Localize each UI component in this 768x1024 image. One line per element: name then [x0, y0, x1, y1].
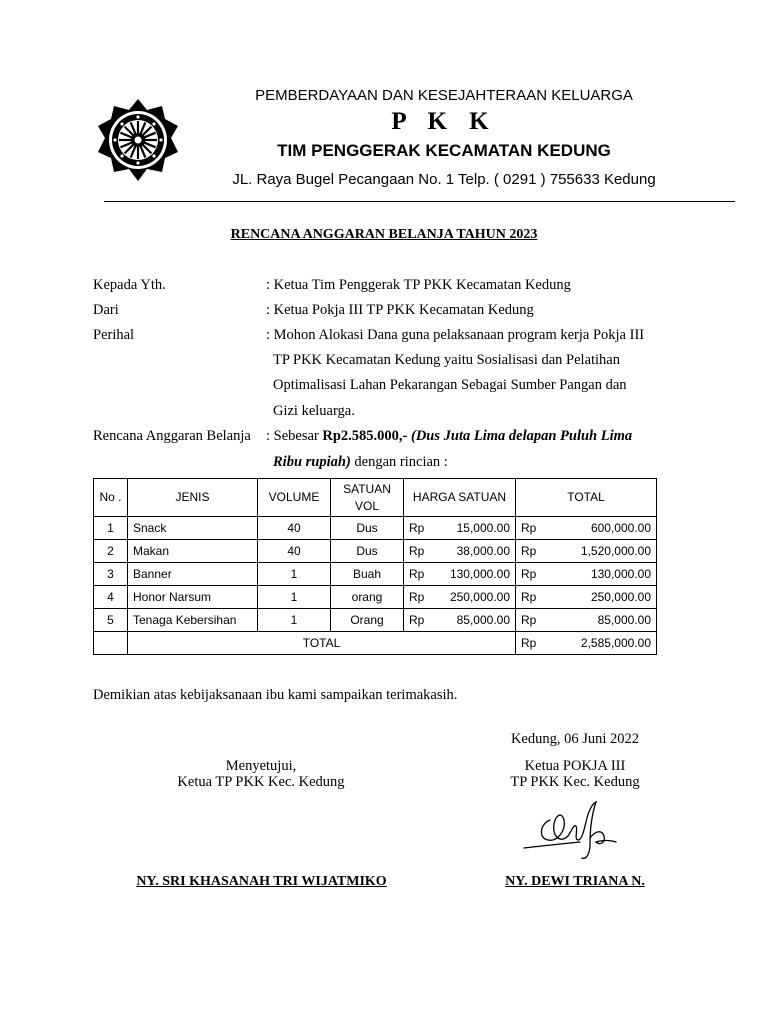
header-address: JL. Raya Bugel Pecangaan No. 1 Telp. ( 0291 ) 755633 Kedung — [232, 171, 656, 188]
cell-satuan: Dus — [331, 540, 404, 563]
grand-total-currency: Rp — [521, 636, 537, 650]
cell-volume: 1 — [258, 586, 331, 609]
total-value: 600,000.00 — [590, 521, 651, 535]
cell-jenis: Makan — [128, 540, 258, 563]
header-satuan: SATUAN VOL — [331, 479, 404, 517]
total-label: TOTAL — [128, 632, 516, 655]
rab-words-1: (Dus Juta Lima delapan Puluh Lima — [411, 428, 633, 444]
total-currency: Rp — [521, 544, 537, 558]
cell-satuan: orang — [331, 586, 404, 609]
left-sign-line-1: Menyetujui, — [225, 758, 297, 774]
pkk-logo-icon — [96, 98, 180, 182]
harga-currency: Rp — [409, 544, 425, 558]
rab-value — [266, 428, 632, 445]
rab-label: Rencana Anggaran Belanja — [93, 428, 251, 444]
rab-words-2: Ribu rupiah) — [273, 454, 351, 470]
cell-empty — [94, 632, 128, 655]
total-value: 1,520,000.00 — [580, 544, 651, 558]
header-jenis: JENIS — [128, 479, 258, 517]
cell-no: 3 — [94, 563, 128, 586]
perihal-line-4: Gizi keluarga. — [273, 403, 355, 419]
header-pkk: P K K — [391, 108, 497, 135]
total-currency: Rp — [521, 567, 537, 581]
header-organization: PEMBERDAYAAN DAN KESEJAHTERAAN KELUARGA — [255, 87, 633, 104]
harga-currency: Rp — [409, 567, 425, 581]
right-sign-line-1: Ketua POKJA III — [524, 758, 626, 774]
cell-no: 1 — [94, 517, 128, 540]
budget-table — [93, 478, 657, 655]
cell-jenis: Honor Narsum — [128, 586, 258, 609]
total-currency: Rp — [521, 590, 537, 604]
cell-volume: 1 — [258, 609, 331, 632]
grand-total-value: 2,585,000.00 — [580, 636, 651, 650]
cell-total — [516, 517, 657, 540]
left-sign-line-2: Ketua TP PKK Kec. Kedung — [177, 774, 345, 790]
perihal-label: Perihal — [93, 327, 135, 343]
signature-image — [520, 800, 620, 866]
cell-no: 2 — [94, 540, 128, 563]
harga-currency: Rp — [409, 590, 425, 604]
table-row — [94, 609, 657, 632]
cell-harga — [404, 563, 516, 586]
harga-currency: Rp — [409, 521, 425, 535]
cell-jenis: Snack — [128, 517, 258, 540]
cell-harga — [404, 517, 516, 540]
cell-total — [516, 586, 657, 609]
perihal-line-3: Optimalisasi Lahan Pekarangan Sebagai Sumber Pangan dan — [273, 377, 627, 393]
perihal-line-1: : Mohon Alokasi Dana guna pelaksanaan program kerja Pokja III — [266, 327, 645, 343]
dari-label: Dari — [93, 302, 119, 318]
rab-value-line-2 — [273, 454, 448, 471]
letter-date: Kedung, 06 Juni 2022 — [510, 731, 640, 747]
header-team: TIM PENGGERAK KECAMATAN KEDUNG — [277, 141, 611, 160]
perihal-line-2: TP PKK Kecamatan Kedung yaitu Sosialisasi dan Pelatihan — [273, 352, 620, 368]
header-no: No . — [94, 479, 128, 517]
cell-no: 5 — [94, 609, 128, 632]
total-value: 130,000.00 — [590, 567, 651, 581]
total-currency: Rp — [521, 521, 537, 535]
total-value: 85,000.00 — [597, 613, 651, 627]
dari-value: : Ketua Pokja III TP PKK Kecamatan Kedung — [266, 302, 534, 318]
rab-amount: Rp2.585.000,- — [322, 428, 408, 444]
cell-harga — [404, 586, 516, 609]
cell-satuan: Dus — [331, 517, 404, 540]
table-row — [94, 517, 657, 540]
cell-total — [516, 563, 657, 586]
header-total: TOTAL — [516, 479, 657, 517]
total-currency: Rp — [521, 613, 537, 627]
cell-grand-total — [516, 632, 657, 655]
table-header-row — [94, 479, 657, 517]
cell-satuan: Buah — [331, 563, 404, 586]
cell-volume: 40 — [258, 540, 331, 563]
harga-value: 130,000.00 — [449, 567, 510, 581]
cell-jenis: Tenaga Kebersihan — [128, 609, 258, 632]
total-value: 250,000.00 — [590, 590, 651, 604]
header-divider — [104, 201, 735, 202]
kepada-label: Kepada Yth. — [93, 277, 166, 293]
table-row — [94, 586, 657, 609]
kepada-value: : Ketua Tim Penggerak TP PKK Kecamatan Kedung — [266, 277, 571, 293]
table-row — [94, 540, 657, 563]
cell-satuan: Orang — [331, 609, 404, 632]
harga-value: 250,000.00 — [449, 590, 510, 604]
cell-total — [516, 609, 657, 632]
rab-suffix: dengan rincian : — [350, 454, 448, 470]
header-volume: VOLUME — [258, 479, 331, 517]
cell-jenis: Banner — [128, 563, 258, 586]
harga-value: 85,000.00 — [456, 613, 510, 627]
harga-value: 15,000.00 — [456, 521, 510, 535]
right-sign-line-2: TP PKK Kec. Kedung — [510, 774, 640, 790]
header-harga: HARGA SATUAN — [404, 479, 516, 517]
cell-harga — [404, 540, 516, 563]
cell-no: 4 — [94, 586, 128, 609]
left-signer-name: NY. SRI KHASANAH TRI WIJATMIKO — [136, 874, 387, 889]
harga-value: 38,000.00 — [456, 544, 510, 558]
cell-volume: 40 — [258, 517, 331, 540]
cell-volume: 1 — [258, 563, 331, 586]
right-signer-name: NY. DEWI TRIANA N. — [505, 874, 645, 889]
cell-harga — [404, 609, 516, 632]
cell-total — [516, 540, 657, 563]
harga-currency: Rp — [409, 613, 425, 627]
table-total-row — [94, 632, 657, 655]
table-row — [94, 563, 657, 586]
document-title: RENCANA ANGGARAN BELANJA TAHUN 2023 — [230, 227, 538, 242]
closing-text: Demikian atas kebijaksanaan ibu kami sampaikan terimakasih. — [93, 687, 458, 703]
rab-prefix: : Sebesar — [266, 428, 323, 444]
